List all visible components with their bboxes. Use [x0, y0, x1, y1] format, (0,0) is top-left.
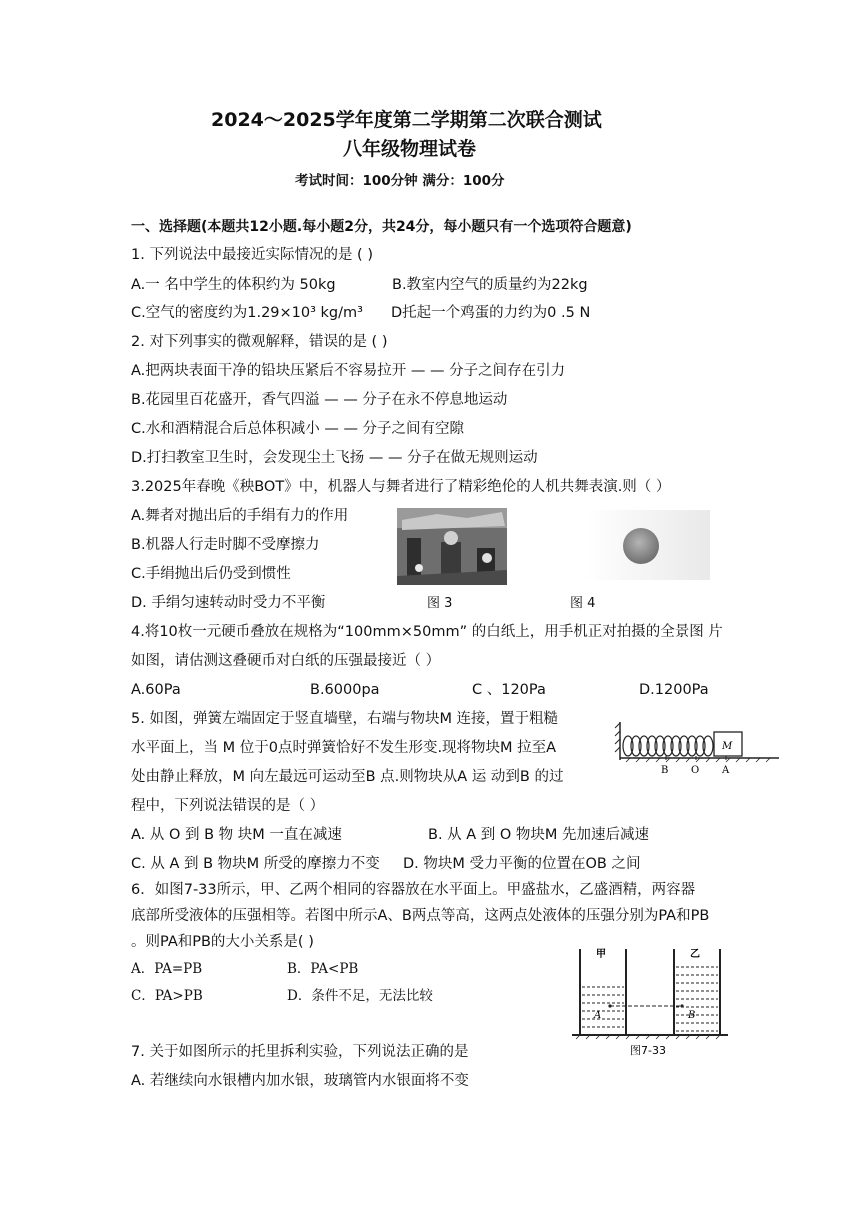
q6-option-d: D．条件不足，无法比较: [287, 988, 433, 1004]
point-b-label: B: [661, 765, 669, 776]
fig3-caption: 图 3: [427, 596, 453, 611]
point-o-label: O: [691, 765, 700, 776]
q5-stem-line1: 5. 如图，弹簧左端固定于竖直墙壁，右端与物块M 连接，置于粗糙: [131, 711, 559, 727]
q1-option-c: C.空气的密度约为1.29×10³ kg/m³: [131, 305, 363, 321]
spring-block-diagram: [614, 718, 784, 778]
exam-subtitle: 八年级物理试卷: [343, 138, 477, 160]
fig-733-caption: 图7-33: [630, 1044, 666, 1056]
containers-diagram: [570, 943, 732, 1056]
point-a-label: A: [594, 1010, 602, 1021]
q4-stem-line2: 如图，请估测这叠硬币对白纸的压强最接近（ ）: [131, 653, 441, 669]
section-heading: 一、选择题(本题共12小题.每小题2分，共24分，每小题只有一个选项符合题意): [131, 219, 632, 235]
q5-stem-line3: 处由静止释放，M 向左最远可运动至B 点.则物块从A 运 动到B 的过: [131, 769, 564, 785]
q6-stem-line3: 。则PA和PB的大小关系是( ): [131, 934, 314, 950]
q2-option-d: D.打扫教室卫生时，会发现尘土飞扬 — — 分子在做无规则运动: [131, 450, 538, 466]
q5-option-c: C. 从 A 到 B 物块M 所受的摩擦力不变: [131, 856, 380, 872]
q2-stem: 2. 对下列事实的微观解释，错误的是 ( ): [131, 334, 388, 350]
coin-stack-photo: [585, 510, 710, 580]
q5-stem-line2: 水平面上，当 M 位于0点时弹簧恰好不发生形变.现将物块M 拉至A: [131, 740, 557, 756]
container-jia-label: 甲: [596, 949, 606, 960]
q6-option-a: A．PA=PB: [131, 961, 203, 977]
q5-stem-line4: 程中，下列说法错误的是（ ）: [131, 798, 325, 814]
block-m-label: M: [722, 741, 733, 752]
q1-stem: 1. 下列说法中最接近实际情况的是 ( ): [131, 247, 373, 263]
q3-option-b: B.机器人行走时脚不受摩擦力: [131, 537, 320, 553]
q6-option-c: C．PA>PB: [131, 988, 203, 1004]
point-b-label: B: [688, 1010, 696, 1021]
q1-option-a: A.一 名中学生的体积约为 50kg: [131, 277, 336, 293]
q2-option-b: B.花园里百花盛开，香气四溢 — — 分子在永不停息地运动: [131, 392, 508, 408]
q2-option-a: A.把两块表面干净的铅块压紧后不容易拉开 — — 分子之间存在引力: [131, 363, 566, 379]
q3-option-a: A.舞者对抛出后的手绢有力的作用: [131, 508, 349, 524]
q5-option-a: A. 从 O 到 B 物 块M 一直在减速: [131, 827, 342, 843]
q7-stem: 7. 关于如图所示的托里拆利实验，下列说法正确的是: [131, 1044, 469, 1060]
q1-option-d: D托起一个鸡蛋的力约为0 .5 N: [391, 305, 591, 321]
q7-option-a: A. 若继续向水银槽内加水银，玻璃管内水银面将不变: [131, 1073, 469, 1089]
robot-dance-photo: [397, 508, 507, 585]
q2-option-c: C.水和酒精混合后总体积减小 — — 分子之间有空隙: [131, 421, 465, 437]
q3-stem: 3.2025年春晚《秧BOT》中，机器人与舞者进行了精彩绝伦的人机共舞表演.则（ ）: [131, 479, 671, 495]
q1-option-b: B.教室内空气的质量约为22kg: [392, 277, 588, 293]
q3-option-c: C.手绢抛出后仍受到惯性: [131, 566, 291, 582]
fig4-caption: 图 4: [570, 596, 596, 611]
q5-option-b: B. 从 A 到 O 物块M 先加速后减速: [428, 827, 650, 843]
q4-option-c: C 、120Pa: [472, 682, 546, 698]
exam-info: 考试时间：100分钟 满分：100分: [295, 173, 505, 189]
point-a-label: A: [722, 765, 730, 776]
q6-stem-line2: 底部所受液体的压强相等。若图中所示A、B两点等高，这两点处液体的压强分别为PA和PB: [131, 908, 710, 924]
container-yi-label: 乙: [690, 949, 700, 960]
q4-stem-line1: 4.将10枚一元硬币叠放在规格为“100mm×50mm” 的白纸上，用手机正对拍摄的全景图 片: [131, 624, 723, 640]
q4-option-a: A.60Pa: [131, 682, 181, 698]
q6-stem-line1: 6．如图7-33所示，甲、乙两个相同的容器放在水平面上。甲盛盐水，乙盛酒精，两容器: [131, 882, 696, 898]
q4-option-d: D.1200Pa: [639, 682, 709, 698]
q4-option-b: B.6000pa: [310, 682, 380, 698]
q6-option-b: B．PA<PB: [287, 961, 359, 977]
q3-option-d: D. 手绢匀速转动时受力不平衡: [131, 595, 326, 611]
q5-option-d: D. 物块M 受力平衡的位置在OB 之间: [403, 856, 641, 872]
exam-title: 2024～2025学年度第二学期第二次联合测试: [211, 109, 602, 131]
